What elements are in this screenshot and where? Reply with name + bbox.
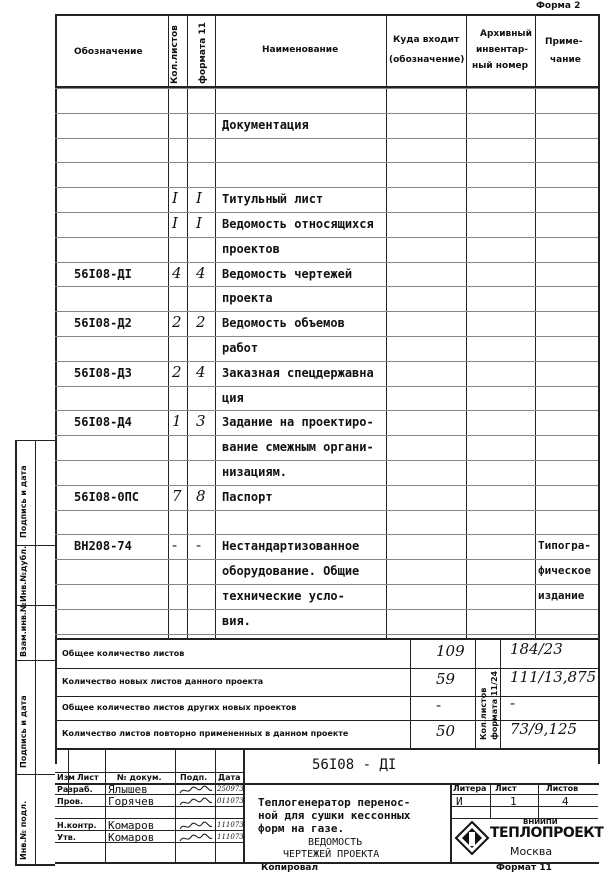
row-line [55, 187, 598, 188]
row-notes: Типогра- [538, 539, 591, 552]
row-name: ция [222, 391, 244, 405]
totals-vertical-label-2: формата 11/24 [490, 670, 499, 740]
row-name: технические усло- [222, 589, 345, 603]
row-designation: 56I08-Д2 [74, 316, 132, 330]
header-archive-1: Архивный [480, 29, 532, 39]
tb-line [450, 806, 598, 807]
totals-vertical-label-1: Кол.листов [479, 687, 488, 740]
tb-role: Н.контр. [57, 821, 97, 830]
totals-label: Количество новых листов данного проекта [62, 677, 264, 686]
tb-title-3: форм на газе. [258, 822, 345, 835]
header-sheets-count: Кол.листов [170, 25, 180, 84]
signature-icon [178, 797, 214, 808]
row-line [55, 534, 598, 535]
row-name: Титульный лист [222, 192, 324, 206]
col-divider [187, 14, 188, 638]
row-name: вия. [222, 614, 251, 628]
row-format: 8 [196, 487, 206, 505]
row-format: 3 [196, 412, 206, 430]
tb-col-list: Лист [77, 773, 99, 782]
row-format: 2 [196, 313, 206, 331]
tb-role: Утв. [57, 833, 76, 842]
row-designation: ВН208-74 [74, 539, 132, 553]
row-sheets: I [172, 189, 178, 207]
signature-icon [178, 785, 214, 796]
tb-col [105, 748, 106, 862]
row-designation: 56I08-ДI [74, 267, 132, 281]
row-line [55, 435, 598, 436]
row-designation: 56I08-0ПС [74, 490, 140, 504]
col-divider [466, 14, 467, 638]
tb-sheets-value: 4 [562, 795, 569, 808]
tb-sheets-label: Листов [546, 784, 579, 793]
footer-format: Формат 11 [496, 863, 552, 873]
tb-org-city: Москва [510, 845, 553, 858]
tb-date: 111073 [217, 821, 244, 829]
row-line [55, 609, 598, 610]
header-where-1: Куда входит [393, 35, 460, 45]
header-notes-2: чание [550, 55, 581, 65]
totals-format-value: 111/13,875 [510, 668, 597, 686]
col-divider [168, 14, 169, 638]
row-sheets: 7 [172, 487, 182, 505]
header-where-2: (обозначение) [389, 55, 465, 65]
table-right-border [598, 14, 600, 764]
totals-value: 109 [436, 642, 465, 660]
side-stamp-line [15, 660, 55, 661]
row-line [55, 162, 598, 163]
row-name: Нестандартизованное [222, 539, 360, 553]
row-sheets: I [172, 214, 178, 232]
row-format: - [196, 536, 202, 554]
table-left-border [55, 14, 57, 764]
totals-value: 59 [436, 670, 456, 688]
row-line [55, 510, 598, 511]
tb-date: 250973 [217, 785, 244, 793]
row-line [55, 113, 598, 114]
form-label: Форма 2 [536, 1, 581, 11]
tb-date: 111073 [217, 833, 244, 841]
tb-org-name: ТЕПЛОПРОЕКТ [490, 825, 604, 841]
col-divider [535, 14, 536, 638]
row-name: низациям. [222, 465, 288, 479]
side-inv-podl: Инв.№ подл. [19, 800, 28, 860]
tb-col [490, 783, 491, 818]
side-stamp-line [15, 774, 55, 775]
totals-format-value: - [510, 694, 516, 712]
tb-sheet-value: 1 [510, 795, 517, 808]
row-name: проектов [222, 242, 280, 256]
tb-org-small: ВНИИПИ [523, 818, 558, 826]
row-line [55, 212, 598, 213]
row-name: Паспорт [222, 490, 273, 504]
row-format: I [196, 189, 202, 207]
signature-icon [178, 821, 214, 832]
row-name: работ [222, 341, 259, 355]
header-archive-2: инвентар- [476, 45, 529, 55]
row-line [55, 634, 598, 635]
totals-label: Общее количество листов других новых проектов [62, 703, 297, 712]
tb-name: Комаров [108, 819, 155, 832]
tb-col [215, 748, 216, 862]
row-line [55, 460, 598, 461]
totals-format-value: 184/23 [510, 640, 563, 658]
header-name: Наименование [262, 45, 339, 55]
row-sheets: 1 [172, 412, 182, 430]
row-line [55, 286, 598, 287]
row-line [55, 336, 598, 337]
tb-col [175, 748, 176, 862]
row-name: Задание на проектиро- [222, 415, 374, 429]
tb-litera-value: И [456, 795, 463, 808]
header-format: формата 11 [198, 22, 208, 84]
row-sheets: - [172, 536, 178, 554]
side-stamp-mid [35, 440, 36, 864]
row-line [55, 584, 598, 585]
tb-col-izm: Изм [57, 773, 75, 782]
totals-line [55, 696, 598, 697]
row-name: Ведомость относящихся [222, 217, 374, 231]
row-line [55, 485, 598, 486]
side-podpis-data: Подпись и дата [19, 465, 28, 538]
tb-line [450, 794, 598, 795]
row-sheets: 2 [172, 363, 182, 381]
tb-title-1: Теплогенератор перенос- [258, 796, 411, 809]
totals-label: Общее количество листов [62, 649, 185, 658]
row-line [55, 410, 598, 411]
tb-litera-label: Литера [453, 784, 487, 793]
side-stamp-line [15, 864, 55, 866]
totals-value: 50 [436, 722, 456, 740]
totals-col [500, 638, 501, 748]
row-name: проекта [222, 291, 273, 305]
tb-sheet-label: Лист [495, 784, 517, 793]
tb-doc-code: 56I08 - ДI [312, 757, 397, 773]
row-designation: 56I08-Д3 [74, 366, 132, 380]
row-format: 4 [196, 264, 206, 282]
table-top-border [55, 14, 599, 16]
side-vzam-inv: Взам.инв.№ [19, 602, 28, 657]
tb-title-2: ной для сушки кессонных [258, 809, 411, 822]
tb-role: Пров. [57, 797, 84, 806]
row-name: вание смежным органи- [222, 440, 374, 454]
row-line [55, 361, 598, 362]
footer-copied: Копировал [261, 863, 319, 873]
row-line [55, 386, 598, 387]
totals-format-value: 73/9,125 [510, 720, 578, 738]
header-designation: Обозначение [74, 47, 143, 57]
row-line [55, 138, 598, 139]
tb-col [538, 783, 539, 818]
row-name: Ведомость чертежей [222, 267, 353, 281]
totals-col [410, 638, 411, 748]
side-podpis-data-2: Подпись и дата [19, 695, 28, 768]
row-sheets: 4 [172, 264, 182, 282]
row-name: Заказная спецдержавна [222, 366, 374, 380]
row-format: 4 [196, 363, 206, 381]
totals-value: - [436, 696, 442, 714]
totals-bottom [55, 748, 599, 750]
totals-label: Количество листов повторно примененных в данном проекте [62, 729, 349, 738]
tb-col [243, 748, 245, 862]
tb-col-podp: Подп. [180, 773, 208, 782]
row-designation: 56I08-Д4 [74, 415, 132, 429]
header-notes-1: Приме- [545, 37, 583, 47]
row-name: оборудование. Общие [222, 564, 360, 578]
col-divider [215, 14, 216, 638]
teploproekt-logo-icon [454, 820, 490, 856]
row-line [55, 88, 598, 89]
row-notes: издание [538, 589, 585, 602]
row-line [55, 262, 598, 263]
tb-date: 011073 [217, 797, 244, 805]
tb-col-doc: № докум. [117, 773, 162, 782]
tb-name: Горячев [108, 795, 155, 808]
row-line [55, 237, 598, 238]
row-format: I [196, 214, 202, 232]
side-stamp-left [15, 440, 17, 864]
tb-subtitle-2: ЧЕРТЕЖЕЙ ПРОЕКТА [283, 849, 380, 860]
totals-col [475, 638, 476, 748]
row-line [55, 559, 598, 560]
row-notes: фическое [538, 564, 591, 577]
row-name: Ведомость объемов [222, 316, 345, 330]
row-sheets: 2 [172, 313, 182, 331]
side-stamp-line [15, 440, 55, 441]
tb-name: Комаров [108, 831, 155, 844]
col-divider [386, 14, 387, 638]
tb-col-data: Дата [218, 773, 241, 782]
tb-subtitle-1: ВЕДОМОСТЬ [308, 837, 363, 848]
row-name: Документация [222, 118, 309, 132]
signature-icon [178, 833, 214, 844]
header-archive-3: ный номер [472, 61, 529, 71]
tb-role: Разраб. [57, 785, 93, 794]
row-line [55, 311, 598, 312]
side-inv-dubl: Инв.№дубл. [19, 545, 28, 602]
tb-name: Ялышев [108, 783, 148, 796]
